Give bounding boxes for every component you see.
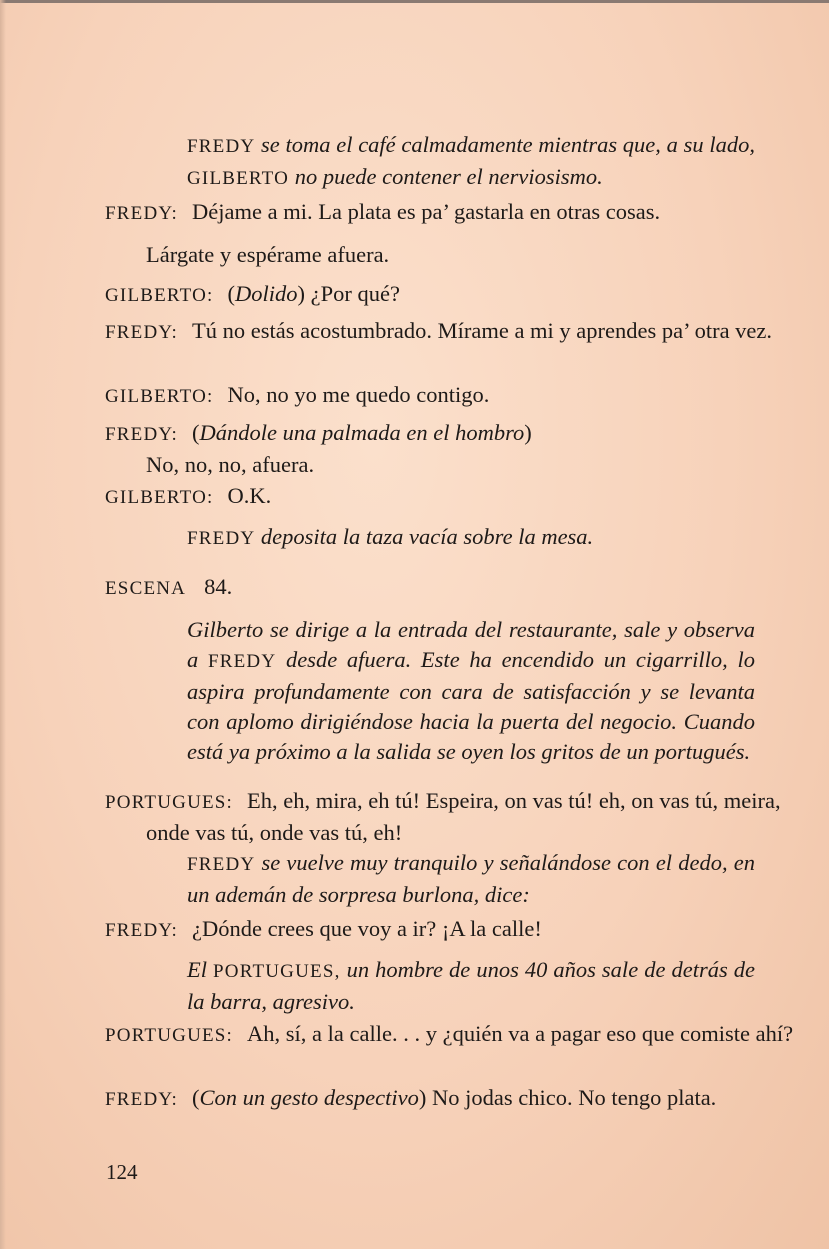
page-top-edge [0,0,829,3]
stage-direction [187,130,755,194]
acotacion: Dolido [235,281,298,306]
dialogue-text: O.K. [227,483,272,508]
dialogue-line [105,418,796,480]
stage-direction [187,615,755,767]
direction-text: El [187,957,214,982]
direction-text: un hombre de unos 40 años sale de detrás de la barra, agresivo. [187,957,755,1014]
dialogue-line [105,1019,796,1051]
speaker-label: FREDY: [105,203,179,224]
character-name: FREDY [187,854,256,875]
character-name: PORTUGUES, [213,961,341,982]
dialogue-line [105,914,796,946]
speaker-label: GILBERTO: [105,386,214,407]
direction-text: deposita la taza vacía sobre la mesa. [255,524,594,549]
direction-text: Gilberto se dirige a la entrada del restaurante, sale y observa a [187,617,755,672]
speaker-label: FREDY: [105,424,179,445]
dialogue-continuation [146,240,389,270]
acotacion: Dándole una palmada en el hombro [199,420,525,445]
paren: ) [524,420,532,445]
stage-direction [187,955,755,1017]
speaker-label: GILBERTO: [105,285,214,306]
paren: ) [418,1085,432,1110]
acotacion: Con un gesto despectivo [199,1085,419,1110]
dialogue-line [105,279,796,311]
dialogue-line [105,380,796,412]
character-name: FREDY [207,651,277,672]
speaker-label: FREDY: [105,1089,179,1110]
dialogue-line [105,197,796,229]
dialogue-text: No jodas chico. No tengo plata. [432,1085,717,1110]
dialogue-text: Lárgate y espérame afuera. [146,242,390,267]
dialogue-text: No, no yo me quedo contigo. [227,382,490,407]
dialogue-line [105,481,796,513]
dialogue-text: Eh, eh, mira, eh tú! Espeira, on vas tú! eh, on vas tú, meira, onde vas tú, onde vas tú, eh! [146,788,781,845]
stage-direction [187,848,755,910]
dialogue-text: Tú no estás acostumbrado. Mírame a mi y aprendes pa’ otra vez. [192,318,773,343]
paren: ( [192,1085,200,1110]
direction-text: se vuelve muy tranquilo y señalándose con el dedo, en un ademán de sorpresa burlona, dice: [187,850,755,907]
direction-text: desde afuera. Este ha encendido un cigarrillo, lo aspira profundamente con cara de satisfacción y se levanta con aplomo dirigiéndose hacia la puerta del negocio. Cuando está ya próximo a la salida se oyen los gritos de un portugués. [187,647,755,764]
speaker-label: FREDY: [105,322,179,343]
scene-heading [105,572,232,604]
scene-number: 84. [204,574,233,599]
stage-direction [187,522,755,554]
scene-label: ESCENA [105,578,187,599]
dialogue-line [105,786,796,848]
paren: ( [227,281,236,306]
speaker-label: FREDY: [105,920,179,941]
speaker-label: PORTUGUES: [105,1025,234,1046]
character-name: GILBERTO [187,168,290,189]
dialogue-text: ) ¿Por qué? [297,281,401,306]
direction-text: no puede contener el nerviosismo. [289,164,603,189]
dialogue-text: Ah, sí, a la calle. . . y ¿quién va a pagar eso que comiste ahí? [247,1021,794,1046]
paren: ( [192,420,200,445]
dialogue-line [105,316,796,348]
character-name: FREDY [187,136,256,157]
dialogue-line [105,1083,796,1115]
speaker-label: PORTUGUES: [105,792,234,813]
dialogue-text: ¿Dónde crees que voy a ir? ¡A la calle! [192,916,542,941]
page-number: 124 [106,1160,138,1184]
direction-text: se toma el café calmadamente mientras que, a su lado, [255,132,755,157]
dialogue-text: Déjame a mi. La plata es pa’ gastarla en otras cosas. [192,199,661,224]
page-left-edge [0,0,6,1249]
character-name: FREDY [187,528,256,549]
dialogue-text: No, no, no, afuera. [146,452,315,477]
speaker-label: GILBERTO: [105,487,214,508]
